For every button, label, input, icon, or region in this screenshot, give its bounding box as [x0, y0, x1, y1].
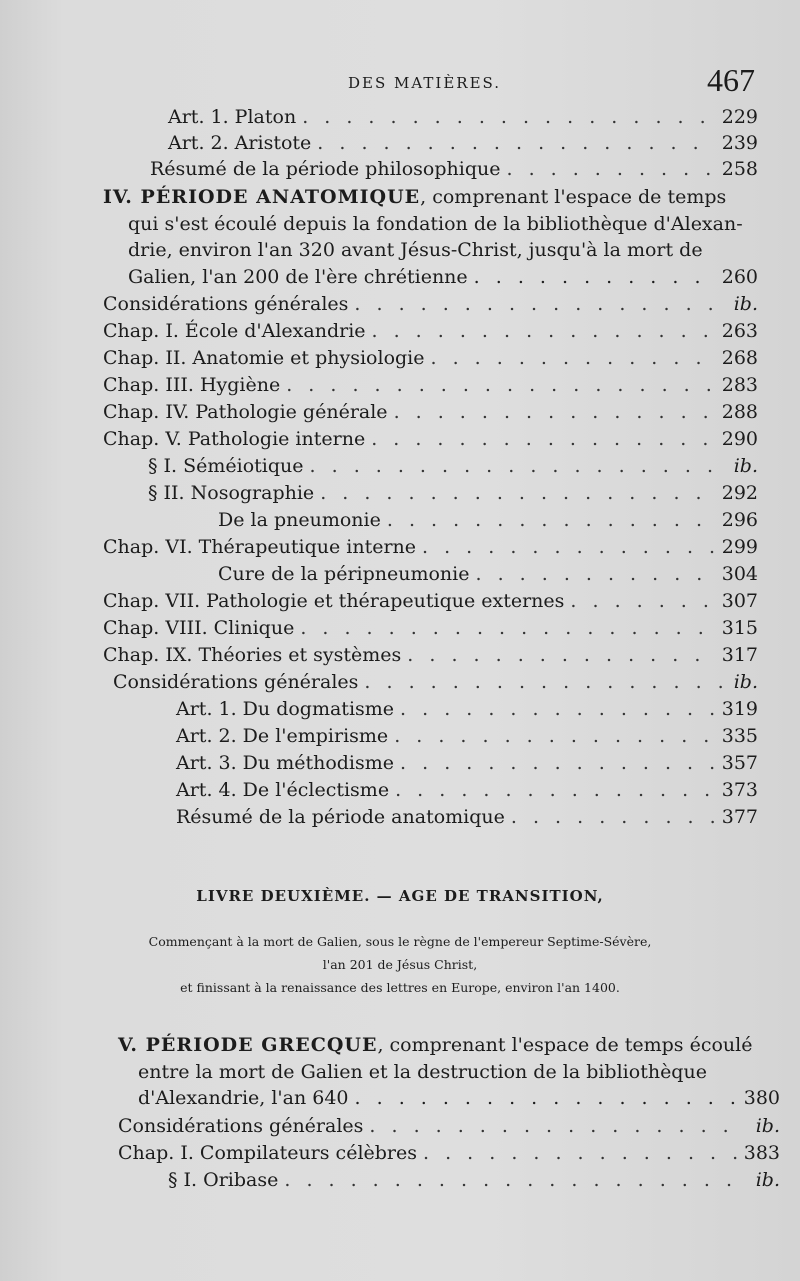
toc-entry: [103, 345, 758, 371]
toc-entry-page: ib.: [733, 455, 758, 477]
leader-dots: [320, 480, 716, 506]
toc-entry-page: 290: [721, 428, 758, 450]
toc-entry-page: 239: [721, 132, 758, 154]
period-five-paragraph: [118, 1032, 780, 1112]
toc-entry-label: § I. Oribase: [168, 1169, 279, 1191]
toc-entry-label: Art. 1. Platon: [168, 106, 297, 128]
toc-entry-label: Cure de la péripneumonie: [218, 563, 470, 585]
leader-dots: [395, 777, 716, 803]
period-four-paragraph: [103, 184, 758, 290]
leader-dots: [422, 534, 716, 560]
toc-entry-page: 307: [721, 590, 758, 612]
toc-entry-label: Art. 2. Aristote: [168, 132, 312, 154]
toc-entry: [176, 804, 758, 830]
leader-dots: [570, 588, 715, 614]
toc-entry: [176, 777, 758, 803]
toc-entry-page: 299: [721, 536, 758, 558]
toc-entry-label: Art. 2. De l'empirisme: [176, 725, 389, 747]
toc-entry-label: De la pneumonie: [218, 509, 381, 531]
toc-entry-page: 288: [721, 401, 758, 423]
leader-dots: [474, 264, 716, 291]
toc-entry-page: 292: [721, 482, 758, 504]
toc-entry-label: Chap. I. Compilateurs célèbres: [118, 1142, 417, 1164]
leader-dots: [476, 561, 716, 587]
toc-entry-label: Chap. V. Pathologie interne: [103, 428, 366, 450]
toc-entry-page: 383: [743, 1142, 780, 1164]
toc-entry-page: 373: [721, 779, 758, 801]
leader-dots: [387, 507, 716, 533]
toc-entry-page: 317: [721, 644, 758, 666]
period-four-page: 260: [721, 265, 758, 288]
period-five-line-3: d'Alexandrie, l'an 640: [138, 1087, 349, 1109]
period-five-heading: V. PÉRIODE GRECQUE: [118, 1034, 378, 1056]
toc-entry-label: Chap. VII. Pathologie et thérapeutique externes: [103, 590, 565, 612]
toc-entry-page: ib.: [755, 1169, 780, 1191]
toc-entry: [103, 588, 758, 614]
toc-entry: [168, 1167, 780, 1193]
leader-dots: [286, 372, 716, 398]
leader-dots: [511, 804, 716, 830]
toc-entry: [103, 318, 758, 344]
toc-entry-label: Considérations générales: [113, 671, 359, 693]
leader-dots: [284, 1167, 744, 1193]
toc-entry-page: ib.: [755, 1115, 780, 1137]
toc-entry-page: 304: [721, 563, 758, 585]
leader-dots: [369, 1113, 744, 1139]
toc-entry: [176, 696, 758, 722]
toc-entry-label: Chap. II. Anatomie et physiologie: [103, 347, 425, 369]
toc-entry: [118, 1113, 780, 1139]
toc-entry-label: § I. Séméiotique: [148, 455, 304, 477]
toc-entry-label: Chap. VI. Thérapeutique interne: [103, 536, 417, 558]
book-two-note-3: et finissant à la renaissance des lettres en Europe, environ l'an 1400.: [180, 980, 620, 995]
period-five-page: 380: [743, 1087, 780, 1109]
period-four-line-4: Galien, l'an 200 de l'ère chrétienne: [128, 265, 468, 288]
leader-dots: [354, 291, 722, 317]
period-five-line-2: entre la mort de Galien et la destruction de la bibliothèque: [138, 1060, 707, 1083]
leader-dots: [300, 615, 715, 641]
toc-entry: [103, 372, 758, 398]
toc-entry-label: Résumé de la période anatomique: [176, 806, 505, 828]
toc-entry-page: 335: [721, 725, 758, 747]
period-four-heading: IV. PÉRIODE ANATOMIQUE: [103, 186, 421, 208]
leader-dots: [310, 453, 722, 479]
toc-entry-page: 296: [721, 509, 758, 531]
book-two-note-2: l'an 201 de Jésus Christ,: [322, 957, 478, 972]
toc-entry: [168, 104, 758, 130]
toc-entry-page: 258: [721, 158, 758, 180]
period-four-line-1: , comprenant l'espace de temps: [420, 186, 727, 208]
toc-entry: [103, 615, 758, 641]
book-two-note-1: Commençant à la mort de Galien, sous le règne de l'empereur Septime-Sévère,: [148, 934, 652, 949]
toc-entry-label: § II. Nosographie: [148, 482, 315, 504]
leader-dots: [431, 345, 716, 371]
period-four-line-2: qui s'est écoulé depuis la fondation de la bibliothèque d'Alexan-: [128, 212, 743, 235]
toc-entry-page: 315: [721, 617, 758, 639]
toc-entry-label: Chap. III. Hygiène: [103, 374, 281, 396]
toc-entry: [150, 156, 758, 182]
toc-entry-label: Art. 4. De l'éclectisme: [176, 779, 390, 801]
toc-entry-label: Considérations générales: [118, 1115, 364, 1137]
toc-entry: [118, 1140, 780, 1166]
toc-entry-label: Chap. IV. Pathologie générale: [103, 401, 388, 423]
leader-dots: [423, 1140, 738, 1166]
toc-entry: [218, 561, 758, 587]
toc-entry-page: ib.: [733, 671, 758, 693]
toc-entry: [148, 453, 758, 479]
toc-entry: [148, 480, 758, 506]
leader-dots: [400, 696, 716, 722]
book-two-title: LIVRE DEUXIÈME. — AGE DE TRANSITION,: [196, 887, 604, 905]
running-head-title: DES MATIÈRES.: [348, 74, 502, 92]
toc-entry-label: Chap. VIII. Clinique: [103, 617, 295, 639]
toc-entry-page: 357: [721, 752, 758, 774]
toc-entry: [103, 291, 758, 317]
leader-dots: [394, 723, 716, 749]
toc-entry: [103, 642, 758, 668]
leader-dots: [317, 130, 715, 156]
leader-dots: [355, 1085, 738, 1112]
period-five-line-1: , comprenant l'espace de temps écoulé: [377, 1034, 753, 1056]
toc-entry-page: 263: [721, 320, 758, 342]
toc-entry-label: Considérations générales: [103, 293, 349, 315]
toc-entry: [103, 426, 758, 452]
period-four-line-3: drie, environ l'an 320 avant Jésus-Christ, jusqu'à la mort de: [128, 239, 703, 261]
leader-dots: [302, 104, 716, 130]
leader-dots: [364, 669, 722, 695]
leader-dots: [400, 750, 716, 776]
toc-entry-label: Résumé de la période philosophique: [150, 158, 501, 180]
page-number: 467: [707, 62, 755, 98]
leader-dots: [372, 318, 716, 344]
toc-entry-page: 229: [721, 106, 758, 128]
toc-entry-page: 319: [721, 698, 758, 720]
toc-entry-page: ib.: [733, 293, 758, 315]
toc-entry: [176, 750, 758, 776]
toc-entry: [218, 507, 758, 533]
toc-entry-page: 268: [721, 347, 758, 369]
toc-entry: [103, 399, 758, 425]
toc-entry: [176, 723, 758, 749]
toc-entry: [113, 669, 758, 695]
toc-entry-label: Art. 3. Du méthodisme: [176, 752, 395, 774]
toc-entry-page: 377: [721, 806, 758, 828]
running-head: [0, 62, 800, 102]
leader-dots: [394, 399, 716, 425]
toc-entry-page: 283: [721, 374, 758, 396]
leader-dots: [407, 642, 715, 668]
leader-dots: [506, 156, 715, 182]
leader-dots: [371, 426, 716, 452]
toc-entry-label: Art. 1. Du dogmatisme: [176, 698, 395, 720]
toc-entry: [168, 130, 758, 156]
toc-entry-label: Chap. IX. Théories et systèmes: [103, 644, 402, 666]
toc-entry: [103, 534, 758, 560]
toc-entry-label: Chap. I. École d'Alexandrie: [103, 320, 366, 342]
